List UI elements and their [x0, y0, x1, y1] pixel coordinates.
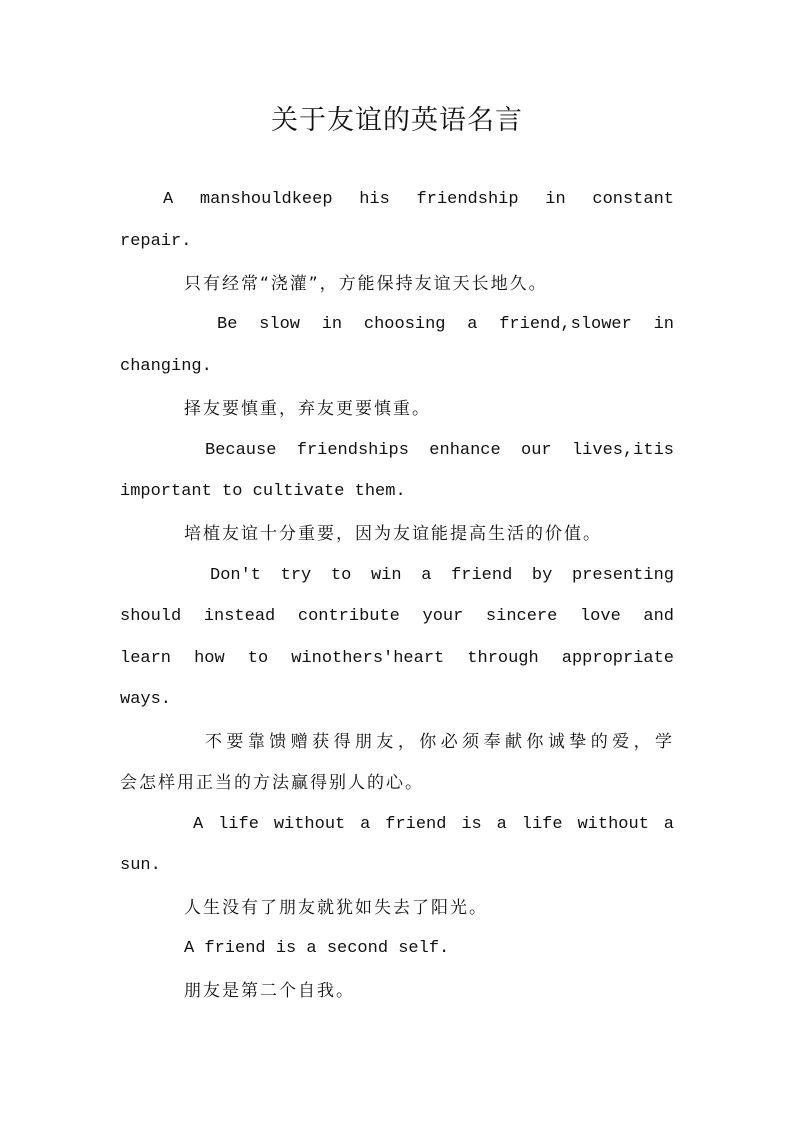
english-quote-line: Because friendships enhance our lives,itis	[205, 441, 674, 460]
english-quote-line: ways.	[120, 690, 172, 709]
english-quote-line: should instead contribute your sincere love and	[120, 607, 674, 626]
english-quote-line: Don't try to win a friend by presenting	[210, 566, 674, 585]
english-quote-line: A manshouldkeep his friendship in constant	[163, 190, 674, 209]
chinese-translation-line: 朋友是第二个自我。	[184, 981, 355, 1001]
english-quote-line: Be slow in choosing a friend,slower in	[217, 315, 674, 334]
chinese-translation-line: 择友要慎重，弃友更要慎重。	[184, 399, 431, 419]
english-quote-line: changing.	[120, 357, 212, 376]
chinese-translation-line: 人生没有了朋友就犹如失去了阳光。	[184, 898, 488, 918]
chinese-translation-line: 只有经常“浇灌”，方能保持友谊天长地久。	[184, 274, 548, 294]
chinese-translation-line: 会怎样用正当的方法赢得别人的心。	[120, 773, 424, 793]
chinese-translation-line: 不要靠馈赠获得朋友，你必须奉献你诚挚的爱，学	[205, 732, 674, 752]
english-quote-line: A friend is a second self.	[184, 939, 450, 958]
english-quote-line: important to cultivate them.	[120, 482, 406, 501]
chinese-translation-line: 培植友谊十分重要，因为友谊能提高生活的价值。	[184, 524, 602, 544]
english-quote-line: sun.	[120, 856, 161, 875]
english-quote-line: learn how to winothers'heart through appropriate	[120, 649, 674, 668]
english-quote-line: A life without a friend is a life without a	[193, 815, 674, 834]
english-quote-line: repair.	[120, 232, 192, 251]
document-title: 关于友谊的英语名言	[271, 105, 523, 136]
